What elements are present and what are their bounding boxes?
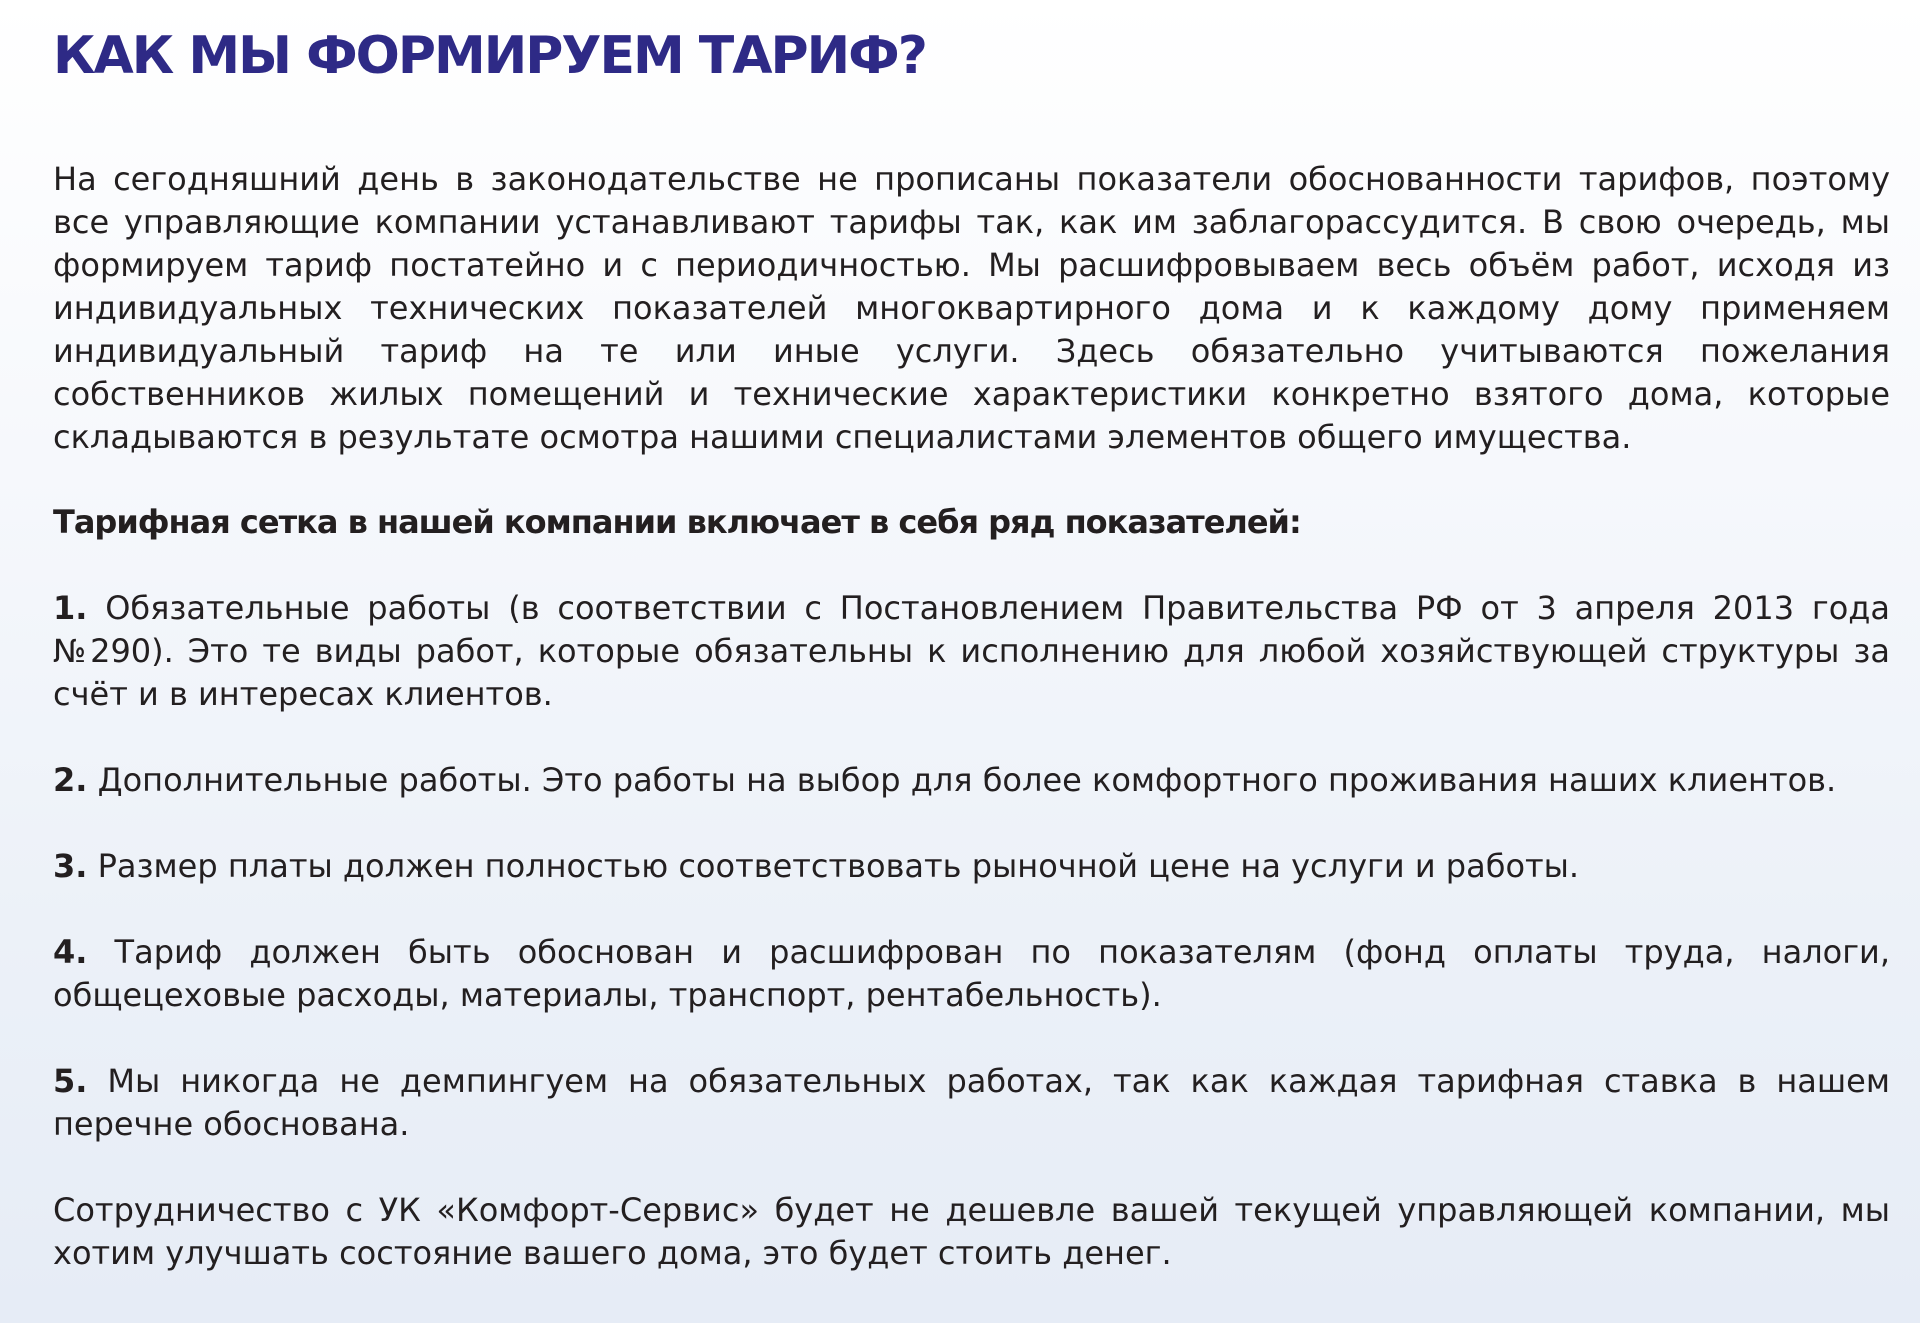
list-item bbox=[53, 759, 1890, 802]
page-title: КАК МЫ ФОРМИРУЕМ ТАРИФ? bbox=[53, 26, 926, 86]
list-item bbox=[53, 1060, 1890, 1146]
item-number: 1. bbox=[53, 589, 88, 627]
item-text: Мы никогда не демпингуем на обязательных работах, так как каждая тарифная ставка в нашем перечне обоснована. bbox=[53, 1062, 1890, 1143]
item-number: 3. bbox=[53, 847, 88, 885]
item-number: 5. bbox=[53, 1062, 88, 1100]
indicator-list bbox=[53, 587, 1890, 1146]
item-number: 2. bbox=[53, 761, 88, 799]
list-item bbox=[53, 845, 1890, 888]
section-subheading: Тарифная сетка в нашей компании включает в себя ряд показателей: bbox=[53, 503, 1301, 541]
item-text: Дополнительные работы. Это работы на выбор для более комфортного проживания наших клиентов. bbox=[87, 761, 1837, 799]
list-item bbox=[53, 931, 1890, 1017]
list-item bbox=[53, 587, 1890, 716]
intro-paragraph: На сегодняшний день в законодательстве не прописаны показатели обоснованности тарифов, поэтому все управляющие компании устанавливают тарифы так, как им заблагорассудится. В свою очередь, мы формируем тариф постатейно и с периодичностью. Мы расшифровываем весь объём работ, исходя из индивидуальных технических показателей многоквартирного дома и к каждому дому применяем индивидуальный тариф на те или иные услуги. Здесь обязательно учитываются пожелания собственников жилых помещений и технические характеристики конкретно взятого дома, которые складываются в результате осмотра нашими специалистами элементов общего имущества. bbox=[53, 160, 1890, 456]
item-text: Размер платы должен полностью соответствовать рыночной цене на услуги и работы. bbox=[87, 847, 1580, 885]
item-text: Тариф должен быть обоснован и расшифрован по показателям (фонд оплаты труда, налоги, общецеховые расходы, материалы, транспорт, рентабельность). bbox=[53, 933, 1890, 1014]
item-text: Обязательные работы (в соответствии с Постановлением Правительства РФ от 3 апреля 2013 года №290). Это те виды работ, которые обязательны к исполнению для любой хозяйствующей структуры за счёт и в интересах клиентов. bbox=[53, 589, 1890, 713]
item-number: 4. bbox=[53, 933, 88, 971]
closing-paragraph: Сотрудничество с УК «Комфорт-Сервис» будет не дешевле вашей текущей управляющей компании, мы хотим улучшать состояние вашего дома, это будет стоить денег. bbox=[53, 1191, 1890, 1272]
